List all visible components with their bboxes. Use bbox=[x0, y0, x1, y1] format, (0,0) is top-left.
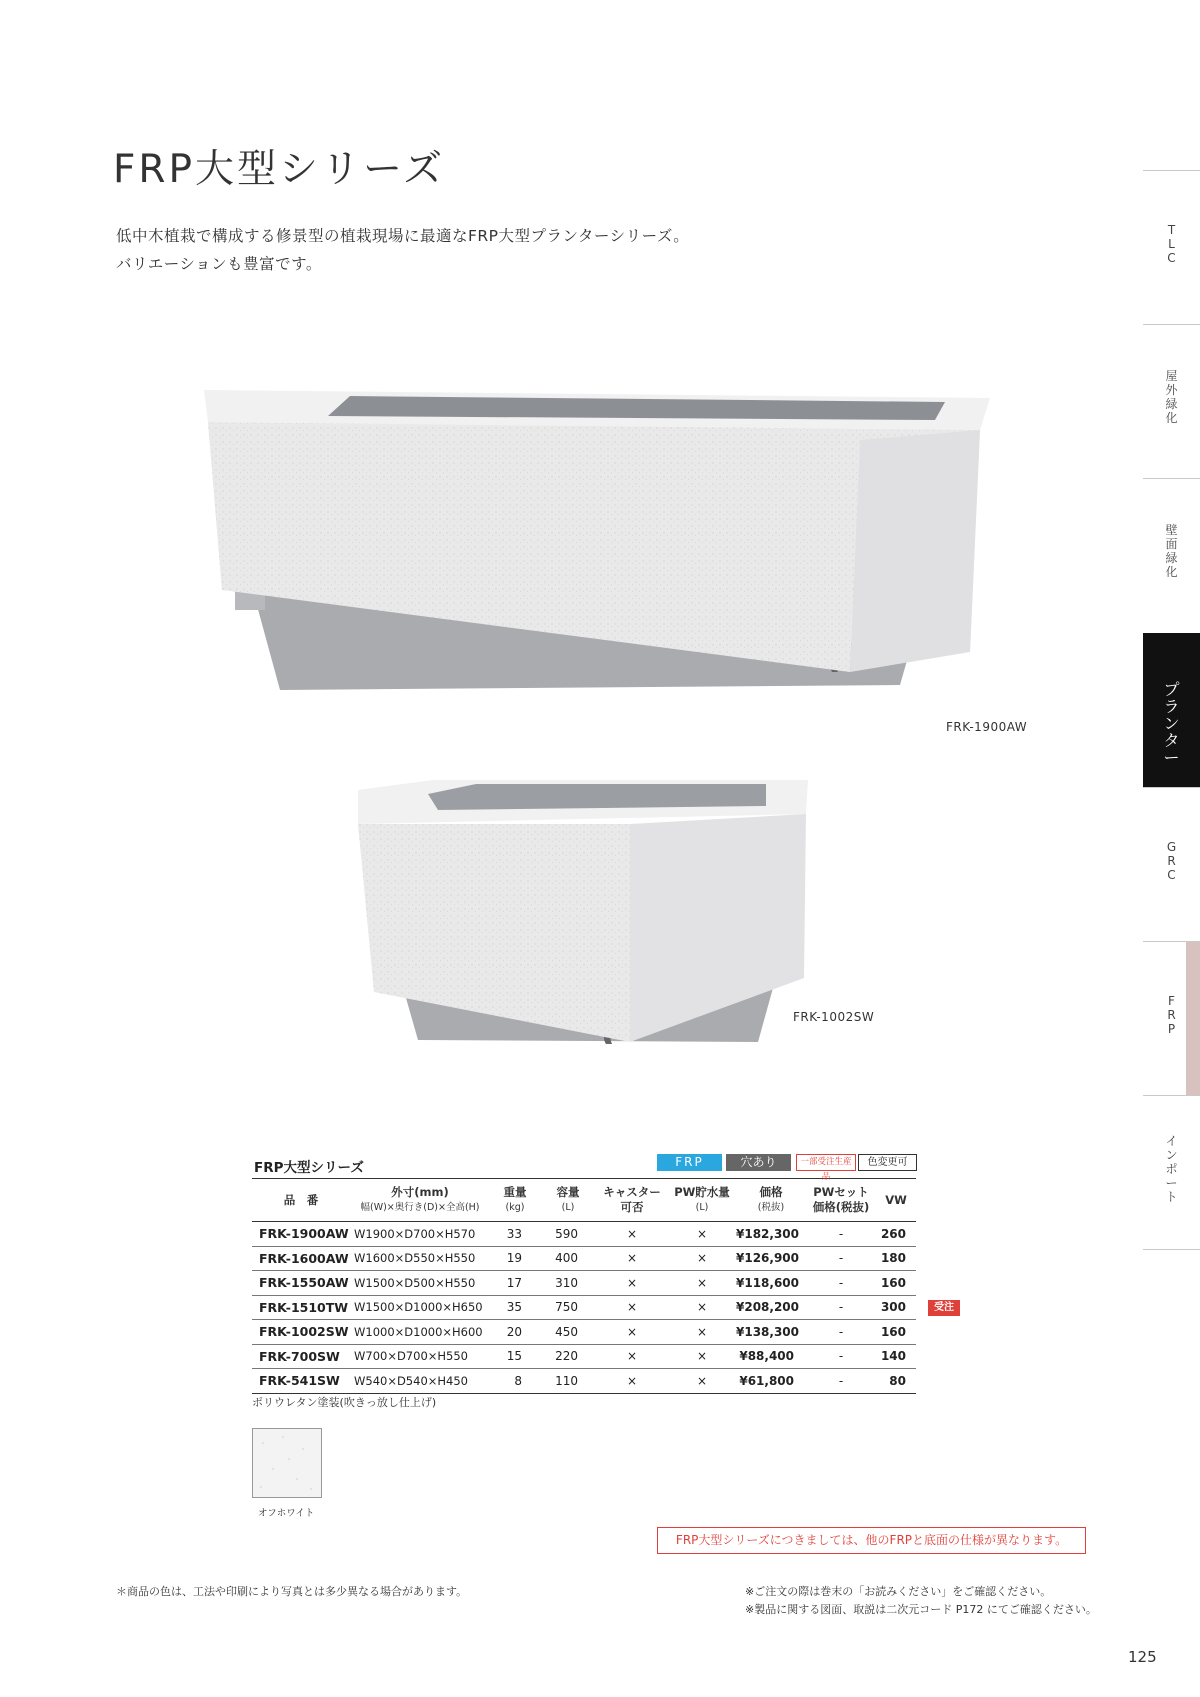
swatch-label: オフホワイト bbox=[258, 1508, 315, 1519]
cell-pw-capacity: × bbox=[668, 1295, 736, 1320]
cell-capacity: 310 bbox=[540, 1271, 596, 1296]
badge-frp: FRP bbox=[657, 1154, 722, 1171]
col-pwset: PWセット 価格(税抜) bbox=[806, 1179, 876, 1222]
cell-price: ¥208,200 bbox=[736, 1295, 806, 1320]
col-caster: キャスター 可否 bbox=[596, 1179, 668, 1222]
cell-pw-capacity: × bbox=[668, 1369, 736, 1394]
cell-capacity: 750 bbox=[540, 1295, 596, 1320]
cell-dimensions: W1500×D1000×H650 bbox=[350, 1295, 490, 1320]
footnote-order bbox=[745, 1583, 1097, 1619]
cell-pw-capacity: × bbox=[668, 1222, 736, 1247]
cell-product-code: FRK-1002SW bbox=[252, 1320, 350, 1345]
cell-price: ¥182,300 bbox=[736, 1222, 806, 1247]
side-tab-label: 壁 面 緑 化 bbox=[1165, 523, 1178, 579]
cell-vw-value: 300 受注 bbox=[876, 1295, 916, 1320]
badge-drain-hole: 穴あり bbox=[726, 1154, 791, 1171]
cell-weight: 35 bbox=[490, 1295, 540, 1320]
cell-price: ¥138,300 bbox=[736, 1320, 806, 1345]
cell-capacity: 220 bbox=[540, 1344, 596, 1369]
col-price: 価格 (税抜) bbox=[736, 1179, 806, 1222]
table-row bbox=[252, 1295, 916, 1320]
side-tab-label: G R C bbox=[1166, 840, 1177, 882]
cell-pw-set-price: - bbox=[806, 1320, 876, 1345]
cell-product-code: FRK-1900AW bbox=[252, 1222, 350, 1247]
cell-pw-set-price: - bbox=[806, 1246, 876, 1271]
cell-weight: 8 bbox=[490, 1369, 540, 1394]
cell-vw-value: 160 bbox=[876, 1320, 916, 1345]
cell-price: ¥118,600 bbox=[736, 1271, 806, 1296]
spec-table-header-bar bbox=[252, 1152, 916, 1182]
planter-photo-square bbox=[358, 780, 818, 1050]
table-row bbox=[252, 1271, 916, 1296]
photo-caption-1: FRK-1900AW bbox=[946, 720, 1028, 734]
page-number: 125 bbox=[1128, 1648, 1157, 1666]
cell-caster-availability: × bbox=[596, 1295, 668, 1320]
cell-dimensions: W1900×D700×H570 bbox=[350, 1222, 490, 1247]
cell-capacity: 110 bbox=[540, 1369, 596, 1394]
cell-pw-capacity: × bbox=[668, 1271, 736, 1296]
swatch-texture bbox=[253, 1429, 321, 1497]
cell-product-code: FRK-541SW bbox=[252, 1369, 350, 1394]
cell-product-code: FRK-1550AW bbox=[252, 1271, 350, 1296]
cell-capacity: 450 bbox=[540, 1320, 596, 1345]
cell-product-code: FRK-1600AW bbox=[252, 1246, 350, 1271]
cell-weight: 33 bbox=[490, 1222, 540, 1247]
side-tab-import[interactable] bbox=[1143, 1095, 1200, 1250]
side-tab-grc[interactable] bbox=[1143, 787, 1200, 942]
page-title: FRP大型シリーズ bbox=[113, 147, 446, 192]
cell-pw-set-price: - bbox=[806, 1271, 876, 1296]
cell-pw-set-price: - bbox=[806, 1295, 876, 1320]
side-tab-label: F R P bbox=[1167, 994, 1176, 1036]
table-row bbox=[252, 1246, 916, 1271]
cell-product-code: FRK-1510TW bbox=[252, 1295, 350, 1320]
cell-pw-capacity: × bbox=[668, 1320, 736, 1345]
col-pw: PW貯水量 (L) bbox=[668, 1179, 736, 1222]
cell-caster-availability: × bbox=[596, 1246, 668, 1271]
table-row bbox=[252, 1369, 916, 1394]
cell-pw-capacity: × bbox=[668, 1246, 736, 1271]
side-tabs-end-rule bbox=[1143, 1249, 1200, 1250]
table-row bbox=[252, 1222, 916, 1247]
cell-dimensions: W1600×D550×H550 bbox=[350, 1246, 490, 1271]
footnote-color: ＊商品の色は、工法や印刷により写真とは多少異なる場合があります。 bbox=[116, 1585, 468, 1598]
cell-price: ¥126,900 bbox=[736, 1246, 806, 1271]
cell-weight: 15 bbox=[490, 1344, 540, 1369]
col-code: 品 番 bbox=[252, 1179, 350, 1222]
cell-price: ¥61,800 bbox=[736, 1369, 806, 1394]
cell-capacity: 590 bbox=[540, 1222, 596, 1247]
planter-photo-long bbox=[200, 390, 990, 700]
side-tab-label: 屋 外 緑 化 bbox=[1165, 369, 1178, 425]
cell-weight: 19 bbox=[490, 1246, 540, 1271]
side-tab-label: T L C bbox=[1167, 223, 1176, 265]
cell-price: ¥88,400 bbox=[736, 1344, 806, 1369]
cell-pw-set-price: - bbox=[806, 1222, 876, 1247]
side-tab-tlc[interactable] bbox=[1143, 170, 1200, 325]
cell-capacity: 400 bbox=[540, 1246, 596, 1271]
cell-vw-value: 140 bbox=[876, 1344, 916, 1369]
cell-weight: 17 bbox=[490, 1271, 540, 1296]
lead-line-2: バリエーションも豊富です。 bbox=[116, 255, 322, 273]
cell-dimensions: W700×D700×H550 bbox=[350, 1344, 490, 1369]
col-size: 外寸(mm) 幅(W)×奥行き(D)×全高(H) bbox=[350, 1179, 490, 1222]
footnote-order-line-2: ※製品に関する図面、取説は二次元コード P172 にてご確認ください。 bbox=[745, 1603, 1097, 1616]
cell-caster-availability: × bbox=[596, 1320, 668, 1345]
cell-dimensions: W540×D540×H450 bbox=[350, 1369, 490, 1394]
cell-caster-availability: × bbox=[596, 1369, 668, 1394]
cell-caster-availability: × bbox=[596, 1344, 668, 1369]
cell-pw-capacity: × bbox=[668, 1344, 736, 1369]
spec-difference-note: FRP大型シリーズにつきましては、他のFRPと底面の仕様が異なります。 bbox=[657, 1527, 1086, 1554]
cell-vw-value: 80 bbox=[876, 1369, 916, 1394]
badge-color-change: 色変更可 bbox=[858, 1154, 917, 1171]
footnote-order-line-1: ※ご注文の際は巻末の「お読みください」をご確認ください。 bbox=[745, 1585, 1052, 1598]
side-tab-label: プ ラ ン タ ー bbox=[1163, 680, 1180, 767]
side-tab-planter[interactable] bbox=[1143, 633, 1200, 787]
col-vw: VW bbox=[876, 1179, 916, 1222]
cell-weight: 20 bbox=[490, 1320, 540, 1345]
cell-caster-availability: × bbox=[596, 1271, 668, 1296]
cell-caster-availability: × bbox=[596, 1222, 668, 1247]
cell-vw-value: 260 bbox=[876, 1222, 916, 1247]
cell-vw-value: 180 bbox=[876, 1246, 916, 1271]
side-tab-label: イ ン ポ ー ト bbox=[1165, 1134, 1178, 1204]
table-row bbox=[252, 1320, 916, 1345]
cell-pw-set-price: - bbox=[806, 1344, 876, 1369]
side-tab-outdoor-greening[interactable] bbox=[1143, 324, 1200, 479]
photo-caption-2: FRK-1002SW bbox=[793, 1010, 875, 1024]
side-tab-wall-greening[interactable] bbox=[1143, 478, 1200, 633]
badge-partial-order: 一部受注生産品 bbox=[796, 1154, 856, 1171]
spec-table-block bbox=[252, 1152, 954, 1394]
cell-dimensions: W1500×D500×H550 bbox=[350, 1271, 490, 1296]
cell-vw-value: 160 bbox=[876, 1271, 916, 1296]
cell-product-code: FRK-700SW bbox=[252, 1344, 350, 1369]
lead-text bbox=[116, 222, 689, 278]
table-header-row bbox=[252, 1179, 916, 1222]
col-capacity: 容量 (L) bbox=[540, 1179, 596, 1222]
finish-note: ポリウレタン塗装(吹きっ放し仕上げ) bbox=[252, 1396, 437, 1409]
spec-table bbox=[252, 1179, 954, 1394]
order-only-badge: 受注 bbox=[928, 1300, 960, 1316]
color-swatch bbox=[252, 1428, 322, 1498]
cell-pw-set-price: - bbox=[806, 1369, 876, 1394]
lead-line-1: 低中木植栽で構成する修景型の植栽現場に最適なFRP大型プランターシリーズ。 bbox=[116, 227, 690, 245]
cell-dimensions: W1000×D1000×H600 bbox=[350, 1320, 490, 1345]
spec-table-title: FRP大型シリーズ bbox=[254, 1160, 364, 1176]
side-tab-frp[interactable] bbox=[1143, 941, 1200, 1096]
col-weight: 重量 (kg) bbox=[490, 1179, 540, 1222]
table-row bbox=[252, 1344, 916, 1369]
